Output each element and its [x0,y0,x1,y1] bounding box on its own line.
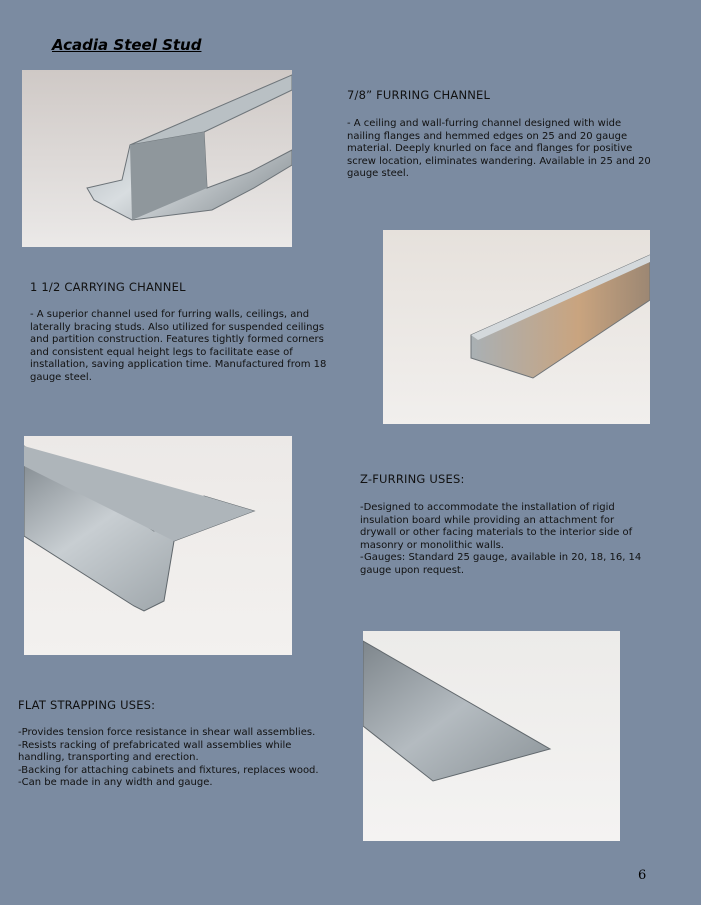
page-number: 6 [638,868,647,883]
flat-strapping-photo [363,631,620,841]
page-title: Acadia Steel Stud [52,36,202,54]
furring-channel-heading: 7/8” FURRING CHANNEL [347,88,491,102]
z-furring-description: -Designed to accommodate the installation of rigid insulation board while providing an attachment for drywall or other facing materials to the interior side of masonry or monolithic walls. -Gauges: Standard 25 gauge, available in 20, 18, 16, 14 gauge upon request. [360,502,642,576]
z-furring-photo [24,436,292,655]
z-furring-heading: Z-FURRING USES: [360,472,465,486]
carrying-channel-description: - A superior channel used for furring walls, ceilings, and laterally bracing studs. Also utilized for suspended ceilings and partition construction. Features tightly formed corners and consistent equal height legs to facilitate ease of installation, saving application time. Manufactured from 18 gauge steel. [30,309,327,383]
furring-channel-photo [22,70,292,247]
flat-strapping-heading: FLAT STRAPPING USES: [18,698,156,712]
carrying-channel-photo [383,230,650,424]
furring-channel-description: - A ceiling and wall-furring channel designed with wide nailing flanges and hemmed edges on 25 and 20 gauge material. Deeply knurled on face and flanges for positive screw location, eliminates wandering. Available in 25 and 20 gauge steel. [347,118,651,180]
carrying-channel-heading: 1 1/2 CARRYING CHANNEL [30,280,186,294]
flat-strapping-description: -Provides tension force resistance in shear wall assemblies. -Resists racking of prefabricated wall assemblies while handling, transporting and erection. -Backing for attaching cabinets and fixtures, replaces wood. -Can be made in any width and gauge. [18,727,319,789]
